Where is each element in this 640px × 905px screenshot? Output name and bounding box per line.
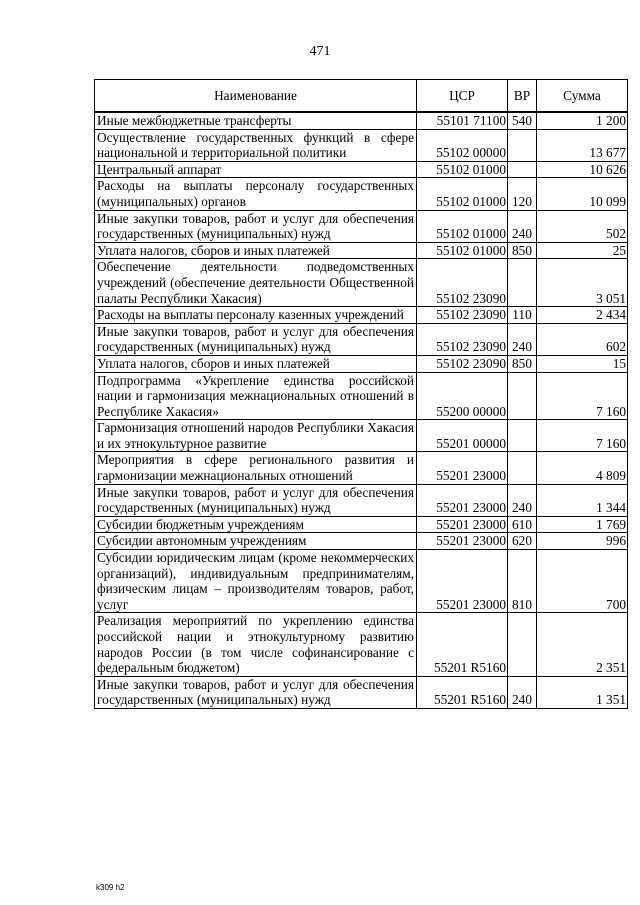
- row-vr: 850: [508, 242, 537, 259]
- row-csr: 55201 00000: [417, 420, 508, 452]
- row-sum: 1 769: [537, 516, 628, 533]
- row-csr: 55102 23090: [417, 307, 508, 324]
- row-csr: 55201 23000: [417, 533, 508, 550]
- header-name: Наименование: [95, 80, 417, 113]
- row-name: Расходы на выплаты персоналу государственных (муниципальных) органов: [95, 178, 417, 210]
- table-row: [95, 420, 628, 452]
- row-sum: 1 351: [537, 676, 628, 708]
- row-csr: 55201 R5160: [417, 676, 508, 708]
- row-sum: 1 200: [537, 112, 628, 129]
- row-csr: 55201 23000: [417, 452, 508, 484]
- table-row: [95, 516, 628, 533]
- table-row: [95, 484, 628, 516]
- row-name: Субсидии автономным учреждениям: [95, 533, 417, 550]
- row-sum: 15: [537, 355, 628, 372]
- row-vr: [508, 372, 537, 420]
- table-row: [95, 259, 628, 307]
- table-row: [95, 676, 628, 708]
- row-csr: 55101 71100: [417, 112, 508, 129]
- row-sum: 13 677: [537, 129, 628, 161]
- row-name: Уплата налогов, сборов и иных платежей: [95, 242, 417, 259]
- table-body: [95, 112, 628, 708]
- table-row: [95, 307, 628, 324]
- table-row: [95, 210, 628, 242]
- row-csr: 55102 01000: [417, 178, 508, 210]
- row-vr: [508, 452, 537, 484]
- row-vr: 120: [508, 178, 537, 210]
- row-vr: 850: [508, 355, 537, 372]
- row-csr: 55102 01000: [417, 161, 508, 178]
- row-name: Иные закупки товаров, работ и услуг для обеспечения государственных (муниципальных) нужд: [95, 210, 417, 242]
- table-row: [95, 129, 628, 161]
- row-csr: 55200 00000: [417, 372, 508, 420]
- row-sum: 3 051: [537, 259, 628, 307]
- row-name: Субсидии бюджетным учреждениям: [95, 516, 417, 533]
- row-vr: [508, 129, 537, 161]
- table-row: [95, 323, 628, 355]
- row-vr: [508, 613, 537, 676]
- row-vr: 620: [508, 533, 537, 550]
- row-name: Уплата налогов, сборов и иных платежей: [95, 355, 417, 372]
- row-vr: 240: [508, 323, 537, 355]
- row-name: Центральный аппарат: [95, 161, 417, 178]
- table-row: [95, 242, 628, 259]
- row-csr: 55102 23090: [417, 323, 508, 355]
- row-sum: 10 099: [537, 178, 628, 210]
- footer-code: k309 h2: [96, 883, 125, 892]
- row-name: Иные закупки товаров, работ и услуг для обеспечения государственных (муниципальных) нужд: [95, 676, 417, 708]
- row-sum: 2 434: [537, 307, 628, 324]
- row-csr: 55102 23090: [417, 355, 508, 372]
- row-name: Иные межбюджетные трансферты: [95, 112, 417, 129]
- table-row: [95, 112, 628, 129]
- row-sum: 7 160: [537, 420, 628, 452]
- row-name: Осуществление государственных функций в сфере национальной и территориальной политики: [95, 129, 417, 161]
- table-row: [95, 613, 628, 676]
- row-csr: 55102 01000: [417, 242, 508, 259]
- row-csr: 55102 01000: [417, 210, 508, 242]
- row-sum: 1 344: [537, 484, 628, 516]
- row-csr: 55102 00000: [417, 129, 508, 161]
- header-vr: ВР: [508, 80, 537, 113]
- row-sum: 602: [537, 323, 628, 355]
- row-name: Мероприятия в сфере регионального развития и гармонизации межнациональных отношений: [95, 452, 417, 484]
- row-vr: [508, 420, 537, 452]
- row-name: Подпрограмма «Укрепление единства российской нации и гармонизация межнациональных отношений в Республике Хакасия»: [95, 372, 417, 420]
- row-vr: [508, 259, 537, 307]
- page-number: 471: [309, 44, 331, 59]
- header-sum: Сумма: [537, 80, 628, 113]
- row-name: Иные закупки товаров, работ и услуг для обеспечения государственных (муниципальных) нужд: [95, 484, 417, 516]
- row-csr: 55201 23000: [417, 550, 508, 613]
- budget-table: [94, 79, 628, 709]
- row-name: Субсидии юридическим лицам (кроме некоммерческих организаций), индивидуальным предпринимателям, физическим лицам – производителям товаров, работ, услуг: [95, 550, 417, 613]
- table-row: [95, 452, 628, 484]
- row-name: Обеспечение деятельности подведомственных учреждений (обеспечение деятельности Общественной палаты Республики Хакасия): [95, 259, 417, 307]
- row-csr: 55102 23090: [417, 259, 508, 307]
- row-name: Иные закупки товаров, работ и услуг для обеспечения государственных (муниципальных) нужд: [95, 323, 417, 355]
- row-sum: 7 160: [537, 372, 628, 420]
- row-csr: 55201 R5160: [417, 613, 508, 676]
- row-vr: 240: [508, 210, 537, 242]
- row-vr: 110: [508, 307, 537, 324]
- row-sum: 502: [537, 210, 628, 242]
- row-vr: 240: [508, 676, 537, 708]
- row-sum: 4 809: [537, 452, 628, 484]
- table-header-row: [95, 80, 628, 113]
- table-row: [95, 355, 628, 372]
- row-name: Гармонизация отношений народов Республики Хакасия и их этнокультурное развитие: [95, 420, 417, 452]
- row-vr: [508, 161, 537, 178]
- row-vr: 810: [508, 550, 537, 613]
- row-vr: 540: [508, 112, 537, 129]
- row-sum: 2 351: [537, 613, 628, 676]
- row-vr: 240: [508, 484, 537, 516]
- table-row: [95, 178, 628, 210]
- row-csr: 55201 23000: [417, 516, 508, 533]
- row-sum: 25: [537, 242, 628, 259]
- table-row: [95, 161, 628, 178]
- row-vr: 610: [508, 516, 537, 533]
- row-name: Расходы на выплаты персоналу казенных учреждений: [95, 307, 417, 324]
- row-sum: 10 626: [537, 161, 628, 178]
- table-row: [95, 372, 628, 420]
- table-row: [95, 533, 628, 550]
- table-row: [95, 550, 628, 613]
- row-sum: 700: [537, 550, 628, 613]
- header-csr: ЦСР: [417, 80, 508, 113]
- row-csr: 55201 23000: [417, 484, 508, 516]
- row-name: Реализация мероприятий по укреплению единства российской нации и этнокультурному развитию народов России (в том числе софинансирование с федеральным бюджетом): [95, 613, 417, 676]
- row-sum: 996: [537, 533, 628, 550]
